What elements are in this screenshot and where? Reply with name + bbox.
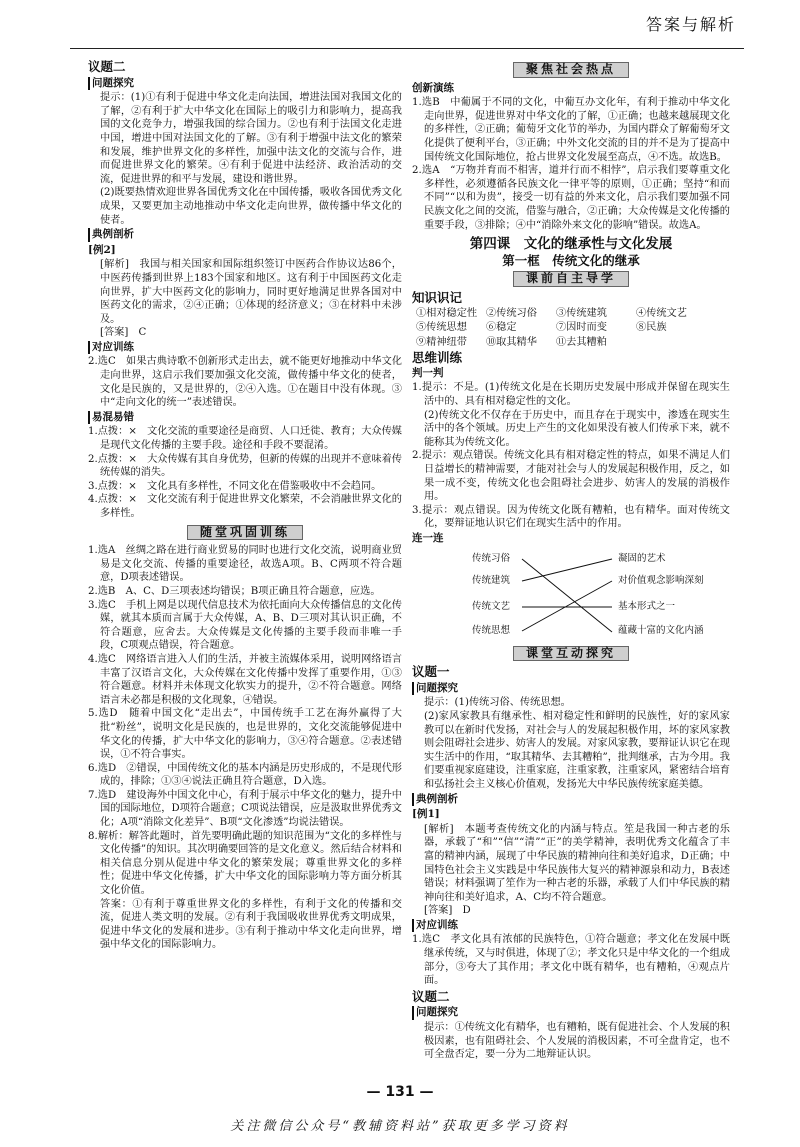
example-label: 典例剖析 (88, 228, 134, 242)
knowledge-points (416, 307, 730, 350)
judge-item: 2.提示：观点错误。传统文化具有相对稳定性的特点，如果不满足人们日益增长的精神需要，才能对社会与人的发展起积极作用，反之，如果一成不变，传统文化也会阻碍社会进步、妨害人的发展的消极作用。 (412, 450, 730, 503)
knowledge-point: ④传统文艺 (636, 307, 687, 319)
frame-title: 第一框 传统文化的继承 (502, 252, 640, 268)
probe-paragraph: (2)家风家教具有继承性、相对稳定性和鲜明的民族性，好的家风家教可以在新时代发扬，对社会与人的发展起积极作用，坏的家风家教则会阻碍社会进步、妨害人的发展。对家风家教，要辩证认识它在现实生活中的作用，“取其精华、去其糟粕”，批判继承，古为今用。我们要重视家庭建设，注重家庭，注重家教，注重家风，紧密结合培育和弘扬社会主义核心价值观，发扬光大中华民族传统家庭美德。 (424, 710, 730, 790)
judge-item: 1.提示：不是。(1)传统文化是在长期历史发展中形成并保留在现实生活中的、具有相对稳定性的文化。 (412, 382, 730, 408)
hot-banner: 聚焦社会热点 (412, 62, 730, 78)
header-rule (70, 48, 744, 49)
interact-banner: 课堂互动探究 (412, 646, 730, 662)
answer-item: 答案：①有利于尊重世界文化的多样性，有利于文化的传播和交流，促进人类文明的发展。②有利于我国吸收世界优秀文明成果，促进中华文化的发展和进步。③有利于推动中华文化走向世界，增强中华文化的国际影响力。 (100, 898, 402, 951)
answer-item: 6.选D ②错误，中国传统文化的基本内涵是历史形成的，不是现代形成的，排除；①③④说法正确且符合题意，D入选。 (88, 762, 402, 788)
example-analysis: [解析] 本题考查传统文化的内涵与特点。笙是我国一种古老的乐器，承载了“和”“信”“清”“正”的美学精神，表明优秀文化蕴含了丰富的精神内涵，展现了中华民族的精神向往和美好追求，D正确；中国特色社会主义实践是中华民族伟大复兴的精神源泉和动力，B表述错误；材料强调了笙作为一种古老的乐器，承载了人们中华民族的精神向往和美好追求，A、C均不符合题意。 (424, 823, 730, 903)
header-title: 答案与解析 (645, 15, 736, 34)
link-left-item: 传统文艺 (472, 600, 511, 612)
example-number: [例1] (412, 808, 440, 821)
preview-banner: 课前自主导学 (412, 271, 730, 287)
link-right-item: 蕴藏十富的文化内涵 (618, 624, 704, 636)
left-column (88, 58, 402, 952)
judge-item: 3.提示：观点错误。因为传统文化既有糟粕，也有精华。面对传统文化，要辩证地认识它们在现实生活中的作用。 (412, 504, 730, 530)
link-left-item: 传统习俗 (472, 552, 511, 564)
knowledge-point: ⑨精神纽带 (416, 336, 467, 348)
confuse-item: 3.点拨：× 文化具有多样性，不同文化在借鉴吸收中不会趋同。 (88, 480, 382, 492)
knowledge-point: ⑤传统思想 (416, 322, 467, 334)
knowledge-point: ⑦因时而变 (556, 322, 607, 334)
right-column (412, 58, 730, 1062)
confuse-item: 4.点拨：× 文化交流有利于促进世界文化繁荣，不会消融世界文化的多样性。 (88, 494, 402, 519)
topic-one-title: 议题一 (412, 664, 450, 680)
thinking-label: 思维训练 (412, 350, 463, 366)
innovate-item: 2.选A “万物并育而不相害，道并行而不相悖”，启示我们要尊重文化多样性，必须遵循各民族文化一律平等的原则，①正确；坚持“和而不同”“以和为贵”，接受一切有益的外来文化，启示我们要加强不同民族文化之间的交流，借鉴与融合，②正确；大众传媒是文化传播的重要手段，③排除；④中“消除外来文化的影响”错误。故选A。 (412, 165, 730, 231)
example-number: [例2] (88, 243, 116, 256)
training-label: 对应训练 (88, 341, 134, 355)
judge-item: (2)传统文化不仅存在于历史中，而且存在于现实中，渗透在现实生活中的各个领域。历史上产生的文化如果没有被人们传承下来，就不能称其为传统文化。 (424, 409, 730, 448)
confuse-item: 2.点拨：× 大众传媒有其自身优势，但新的传媒的出现并不意味着传统传媒的消失。 (88, 453, 402, 479)
topic-title: 议题二 (88, 59, 126, 74)
probe-paragraph-2: (2)既要热情欢迎世界各国优秀文化在中国传播，吸收各国优秀文化成果，又要更加主动地推动中华文化走向世界，做传播中华文化的使者。 (100, 187, 402, 226)
knowledge-point: ②传统习俗 (486, 307, 537, 319)
training-label: 对应训练 (412, 919, 458, 933)
knowledge-point: ①相对稳定性 (416, 307, 478, 319)
confuse-item: 1.点拨：× 文化交流的重要途径是商贸、人口迁徙、教育；大众传媒是现代文化传播的主要手段。途径和手段不要混淆。 (88, 426, 402, 452)
probe-label: 问题探究 (88, 77, 134, 91)
link-right-item: 基本形式之一 (618, 600, 676, 612)
knowledge-point: ⑩取其精华 (486, 336, 537, 348)
knowledge-point: ③传统建筑 (556, 307, 607, 319)
example-answer: [答案] D (424, 905, 471, 917)
answer-item: 2.选B A、C、D三项表述均错误；B项正确且符合题意，应选。 (88, 585, 381, 597)
lesson-title: 第四课 文化的继承性与文化发展 (469, 236, 673, 253)
matching-lines (412, 550, 730, 642)
matching-diagram (412, 550, 730, 642)
link-left-item: 传统思想 (472, 624, 511, 636)
page-number: — 131 — (366, 1084, 434, 1100)
answer-item: 8.解析：解答此题时，首先要明确此题的知识范围为“文化的多样性与文化传播”的知识。其次明确要回答的是文化意义。然后结合材料和相关信息分别从促进中华文化的繁荣发展；尊重世界文化的多样性；促进中华文化传播，扩大中华文化的国际影响力等方面分析其文化价值。 (88, 830, 402, 897)
innovate-item: 1.选B 中葡属于不同的文化，中葡互办文化年，有利于推动中华文化走向世界，促进世界对中华文化的了解，①正确；也越来越展现文化的多样性，②正确；葡萄牙文化节的举办，为国内群众了解葡萄牙文化提供了便利平台，③正确；中外文化交流的目的并不是为了提高中国传统文化国际地位，抢占世界文化发展至高点，④不选。故选B。 (412, 97, 730, 163)
answer-item: 5.选D 随着中国文化“走出去”，中国传统手工艺在海外赢得了大批“粉丝”，说明文化是民族的，也是世界的，文化交流能够促进中华文化的传播，扩大中华文化的影响力，③④符合题意。②表述错误，①不符合事实。 (88, 708, 402, 761)
link-label: 连一连 (412, 532, 444, 544)
innovate-label: 创新演练 (412, 81, 454, 94)
knowledge-point: ⑥稳定 (486, 322, 517, 334)
knowledge-label: 知识识记 (412, 289, 463, 305)
probe-label: 问题探究 (412, 682, 458, 696)
probe-paragraph: 提示：①传统文化有精华，也有糟粕，既有促进社会、个人发展的积极因素，也有阻碍社会、个人发展的消极因素，不可全盘肯定，也不可全盘否定，要一分为二地辩证认识。 (424, 1022, 730, 1061)
knowledge-point: ⑪去其糟粕 (556, 336, 607, 348)
example-analysis: [解析] 我国与相关国家和国际组织签订中医药合作协议达86个，中医药传播到世界上183个国家和地区。这有利于中国医药文化走向世界，扩大中医药文化的影响力，同时更好地满足世界各国对中医药文化的需求，②④正确；①体现的经济意义；③在材料中未涉及。 (100, 259, 402, 325)
link-left-item: 传统建筑 (472, 574, 511, 586)
answer-item: 7.选D 建设海外中国文化中心，有利于展示中华文化的魅力，提升中国的国际地位，D项符合题意；C项说法错误，应是汲取世界优秀文化；A项“消除文化差异”、B项“文化渗透”均说法错误。 (88, 789, 402, 829)
confuse-label: 易混易错 (88, 411, 134, 425)
topic-two-title: 议题二 (412, 988, 450, 1004)
example-answer: [答案] C (100, 327, 147, 339)
judge-label: 判一判 (412, 366, 444, 379)
probe-paragraph: 提示：(1)传统习俗、传统思想。 (424, 697, 571, 709)
probe-label: 问题探究 (412, 1006, 458, 1020)
example-label: 典例剖析 (412, 793, 458, 807)
link-right-item: 凝固的艺术 (618, 552, 666, 564)
footer-note: 关注微信公众号“教辅资料站”获取更多学习资料 (230, 1119, 570, 1134)
training-item: 1.选C 孝文化具有浓郁的民族特色，①符合题意；孝文化在发展中既继承传统，又与时俱进，体现了②；孝文化只是中华文化的一个组成部分，③夸大了其作用；孝文化中既有精华，也有糟粕，④观点片面。 (412, 934, 730, 987)
answer-item: 4.选C 网络语言进入人们的生活，并被主流媒体采用，说明网络语言丰富了汉语言文化，大众传媒在文化传播中发挥了重要作用，①③符合题意。材料并未体现文化软实力的提升，②不符合题意。网络语言未必都是积极的文化现象，④错误。 (88, 653, 402, 706)
answer-item: 3.选C 手机上网是以现代信息技术为依托面向大众传播信息的文化传媒，就其本质而言属于大众传媒，A、B、D三项对其认识正确，不符合题意，应舍去。大众传媒是文化传播的主要手段而非唯一手段，C项观点错误，符合题意。 (88, 599, 402, 652)
page-header (0, 10, 800, 44)
training-item: 2.选C 如果古典诗歌不创新形式走出去，就不能更好地推动中华文化走向世界，这启示我们要加强文化交流，做传播中华文化的使者，文化是民族的，又是世界的，②④入选。①在题目中没有体现。③中“走向文化的统一”表述错误。 (88, 356, 402, 409)
answer-item: 1.选A 丝绸之路在进行商业贸易的同时也进行文化交流，说明商业贸易是文化交流、传播的重要途径，故选A项。B、C两项不符合题意，D项表述错误。 (88, 545, 402, 584)
consolidate-banner: 随堂巩固训练 (88, 525, 402, 541)
probe-paragraph: 提示：(1)①有利于促进中华文化走向法国，增进法国对我国文化的了解，②有利于扩大中华文化在国际上的吸引力和影响力，提高我国的文化竞争力，增强我国的综合国力。②也有利于法国文化走进中国，增进中国对法国文化的了解。③有利于增强中法文化的繁荣和发展，维护世界文化的多样性，加强中法文化的交流与合作，进而促进世界文化的繁荣。④有利于促进中法经济、政治活动的交流，促进世界的和平与发展，建设和谐世界。 (100, 92, 402, 185)
link-right-item: 对价值观念影响深刻 (618, 574, 704, 586)
knowledge-point: ⑧民族 (636, 322, 667, 334)
